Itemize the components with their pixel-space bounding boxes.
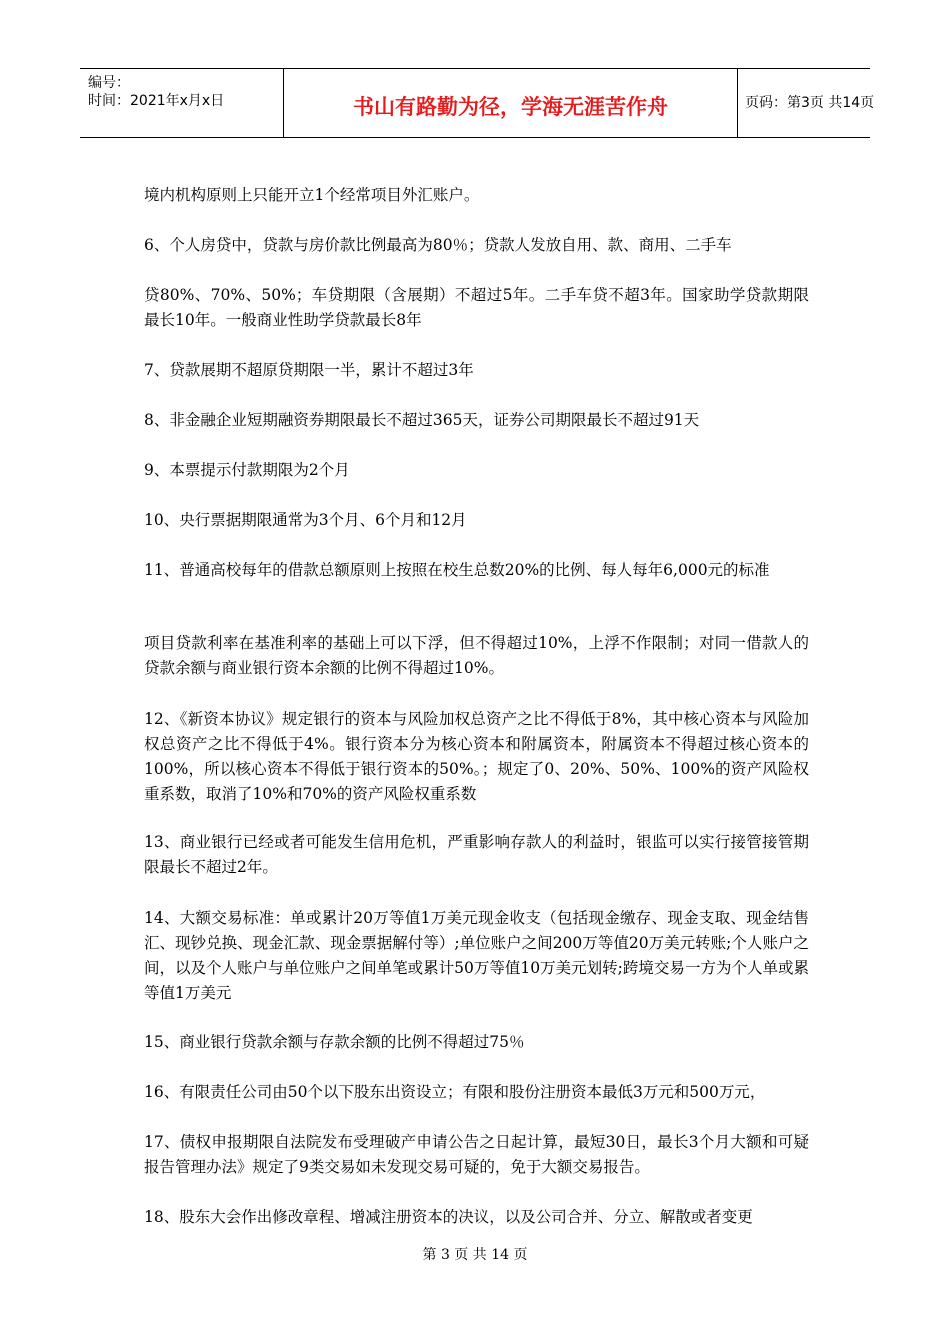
motto: 书山有路勤为径，学海无涯苦作舟	[353, 95, 668, 119]
paragraph: 17、债权申报期限自法院发布受理破产申请公告之日起计算，最短30日，最长3个月大额和可疑报告管理办法》规定了9类交易如未发现交易可疑的，免于大额交易报告。	[144, 1133, 809, 1176]
header-motto-cell	[283, 69, 738, 137]
serial-label: 编号：	[88, 75, 130, 91]
header-left-cell	[80, 69, 283, 137]
paragraph: 境内机构原则上只能开立1个经常项目外汇账户。	[144, 186, 480, 204]
paragraph: 14、大额交易标准：单或累计20万等值1万美元现金收支（包括现金缴存、现金支取、现金结售汇、现钞兑换、现金汇款、现金票据解付等）;单位账户之间200万等值20万美元转账;个人账户之间，以及个人账户与单位账户之间单笔或累计50万等值10万美元划转;跨境交易一方为个人单或累等值1万美元	[144, 909, 809, 1002]
paragraph: 13、商业银行已经或者可能发生信用危机，严重影响存款人的利益时，银监可以实行接管接管期限最长不超过2年。	[144, 833, 809, 876]
paragraph: 9、本票提示付款期限为2个月	[144, 461, 350, 479]
page-info: 页码：第3页 共14页	[745, 95, 875, 111]
date-label: 时间：2021年x月x日	[88, 93, 225, 109]
paragraph: 贷80%、70%、50%；车贷期限（含展期）不超过5年。二手车贷不超3年。国家助学贷款期限最长10年。一般商业性助学贷款最长8年	[144, 286, 809, 329]
paragraph: 15、商业银行贷款余额与存款余额的比例不得超过75％	[144, 1033, 525, 1051]
paragraph: 11、普通高校每年的借款总额原则上按照在校生总数20%的比例、每人每年6,000元的标准	[144, 561, 770, 579]
paragraph: 6、个人房贷中，贷款与房价款比例最高为80％；贷款人发放自用、款、商用、二手车	[144, 236, 732, 254]
paragraph: 16、有限责任公司由50个以下股东出资设立；有限和股份注册资本最低3万元和500万元，	[144, 1083, 766, 1101]
paragraph: 10、央行票据期限通常为3个月、6个月和12月	[144, 511, 467, 529]
paragraph: 项目贷款利率在基准利率的基础上可以下浮，但不得超过10%，上浮不作限制；对同一借款人的贷款余额与商业银行资本余额的比例不得超过10%。	[144, 634, 809, 677]
paragraph: 8、非金融企业短期融资券期限最长不超过365天，证券公司期限最长不超过91天	[144, 411, 700, 429]
header-page-cell	[737, 69, 875, 137]
paragraph: 7、贷款展期不超原贷期限一半，累计不超过3年	[144, 361, 474, 379]
page-footer: 第 3 页 共 14 页	[422, 1247, 528, 1263]
paragraph: 12、《新资本协议》规定银行的资本与风险加权总资产之比不得低于8%，其中核心资本与风险加权总资产之比不得低于4%。银行资本分为核心资本和附属资本，附属资本不得超过核心资本的100%，所以核心资本不得低于银行资本的50%。；规定了0、20%、50%、100%的资产风险权重系数，取消了10%和70%的资产风险权重系数	[144, 710, 809, 803]
header-table	[80, 68, 875, 138]
paragraph: 18、股东大会作出修改章程、增减注册资本的决议，以及公司合并、分立、解散或者变更	[144, 1208, 753, 1226]
